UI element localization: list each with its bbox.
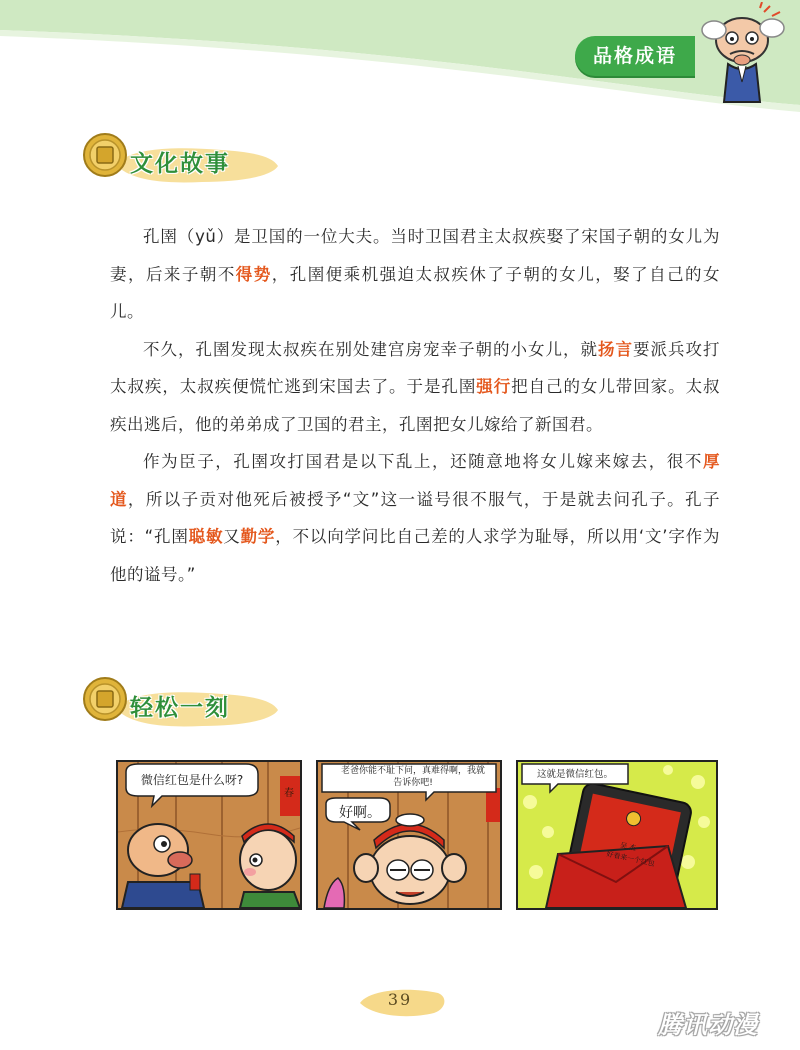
section-title: 轻松一刻	[130, 695, 230, 721]
story-text-segment: 孔圉（yǔ）是卫国的一位大夫。当时卫国君主太叔疾娶了宋国子朝的女儿为妻，后来子朝不	[110, 227, 720, 284]
speech-bubble: 老爸你能不耻下问，真难得啊，我就告诉你吧!	[340, 766, 485, 788]
spring-sign: 春	[284, 788, 294, 799]
page-number-badge	[350, 983, 450, 1019]
story-paragraph-1	[110, 218, 720, 331]
highlighted-term: 得势	[235, 264, 272, 284]
story-text-segment: 作为臣子，孔圉攻打国君是以下乱上，还随意地将女儿嫁来嫁去，很不	[143, 452, 703, 471]
speech-bubble: 好啊。	[339, 805, 381, 821]
section-title: 文化故事	[130, 151, 230, 177]
story-text-segment: ，不以向学问比自己差的人求学为耻辱，所以用‘文’字作为他的谥号。”	[110, 527, 721, 584]
story-text-segment: 又	[223, 527, 241, 546]
story-text-segment: 要派兵攻打太叔疾，太叔疾便慌忙逃到宋国去了。于是孔圉	[110, 339, 720, 396]
story-text	[110, 218, 720, 593]
highlighted-term: 勤学	[240, 527, 276, 546]
story-text-segment: 把自己的女儿带回家。太叔疾出逃后，他的弟弟成了卫国的君主，孔圉把女儿嫁给了新国君。	[110, 377, 721, 434]
coin-icon	[82, 132, 128, 178]
story-paragraph-2	[110, 331, 720, 444]
comic-panel-2	[316, 760, 502, 910]
page-number: 39	[387, 990, 413, 1009]
highlighted-term: 强行	[476, 377, 512, 396]
story-text-segment: ，孔圉便乘机强迫太叔疾休了子朝的女儿，娶了自己的女儿。	[110, 264, 721, 321]
phone-screen-text: 好看来一个红包	[605, 849, 656, 869]
story-text-segment: 不久，孔圉发现太叔疾在别处建宫房宠幸子朝的小女儿，就	[143, 339, 598, 359]
publisher-watermark: 腾讯动漫	[658, 1011, 758, 1039]
coin-icon	[82, 676, 128, 722]
highlighted-term: 聪敏	[188, 527, 224, 546]
comic-panel-3	[516, 760, 718, 910]
speech-bubble: 这就是微信红包。	[536, 769, 613, 780]
highlighted-term: 厚道	[110, 452, 720, 509]
phone-screen-text: 吴 杰	[619, 841, 637, 853]
mascot-grandpa	[690, 2, 795, 112]
story-paragraph-3	[110, 443, 720, 593]
highlighted-term: 扬言	[598, 339, 633, 359]
section-heading-fun	[82, 676, 282, 736]
comic-panel-1	[116, 760, 302, 910]
section-heading-story	[82, 132, 282, 192]
chapter-tab: 品格成语	[575, 36, 695, 76]
story-text-segment: ，所以子贡对他死后被授予“文”这一谥号很不服气，于是就去问孔子。孔子说：“孔圉	[110, 489, 721, 546]
speech-bubble: 微信红包是什么呀?	[140, 773, 244, 787]
